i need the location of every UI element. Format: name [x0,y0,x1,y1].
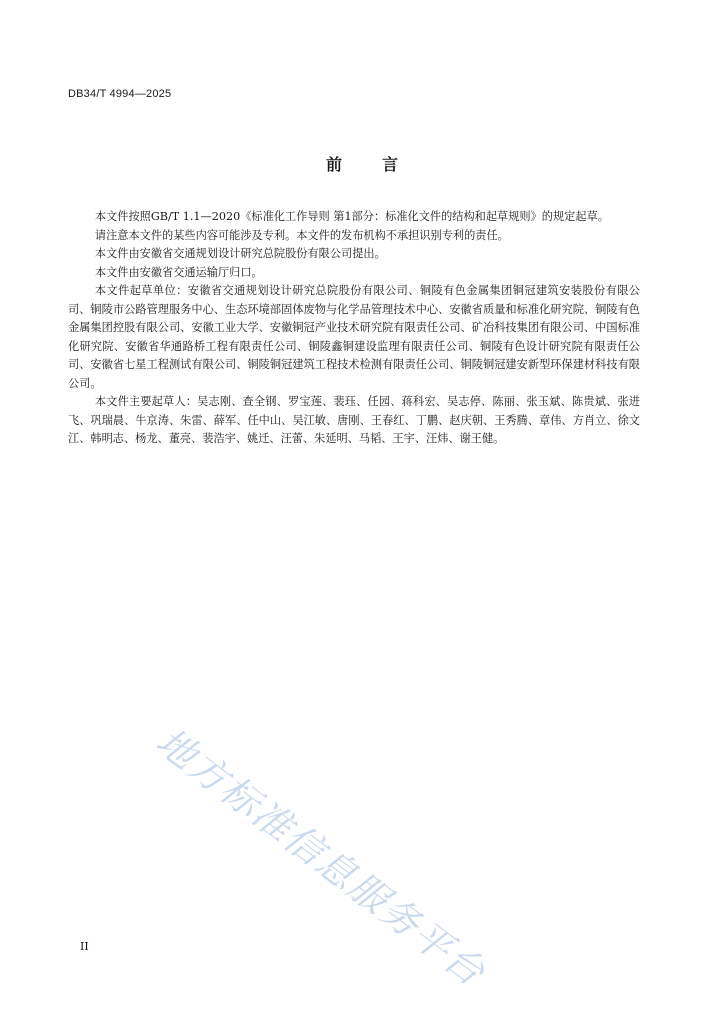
paragraph-drafters: 本文件主要起草人：吴志刚、查全钢、罗宝莲、裴珏、任园、蒋科宏、吴志停、陈丽、张玉斌、陈贵斌、张进飞、巩瑞晨、牛京涛、朱雷、薛军、任中山、吴江敏、唐刚、王春红、丁鹏、赵庆朝、王秀腾、章伟、方肖立、徐文江、韩明志、杨龙、董亮、裴浩宇、姚迁、汪蕾、朱延明、马韬、王宇、汪炜、谢王健。 [68,395,640,445]
foreword-body [68,208,640,449]
page-number: II [80,940,89,953]
paragraph-drafting-rules: 本文件按照GB/T 1.1—2020《标准化工作导则 第1部分：标准化文件的结构和起草规则》的规定起草。 [94,210,609,223]
watermark: 地方标准信息服务平台 [148,719,495,996]
paragraph-centralized-by: 本文件由安徽省交通运输厅归口。 [94,265,263,279]
paragraph-proposer: 本文件由安徽省交通规划设计研究总院股份有限公司提出。 [94,247,386,260]
paragraph-patent-notice: 请注意本文件的某些内容可能涉及专利。本文件的发布机构不承担识别专利的责任。 [94,228,509,242]
paragraph-drafting-units: 本文件起草单位：安徽省交通规划设计研究总院股份有限公司、铜陵有色金属集团铜冠建筑安装股份有限公司、铜陵市公路管理服务中心、生态环境部固体废物与化学品管理技术中心、安徽省质量和标准化研究院、铜陵有色金属集团控股有限公司、安徽工业大学、安徽铜冠产业技术研究院有限责任公司、矿冶科技集团有限公司、中国标准化研究院、安徽省华通路桥工程有限责任公司、铜陵鑫铜建设监理有限责任公司、铜陵有色设计研究院有限责任公司、安徽省七星工程测试有限公司、铜陵铜冠建筑工程技术检测有限责任公司、铜陵铜冠建安新型环保建材科技有限公司。 [68,284,640,390]
document-code: DB34/T 4994—2025 [68,88,172,100]
page-title: 前言 [325,155,438,174]
